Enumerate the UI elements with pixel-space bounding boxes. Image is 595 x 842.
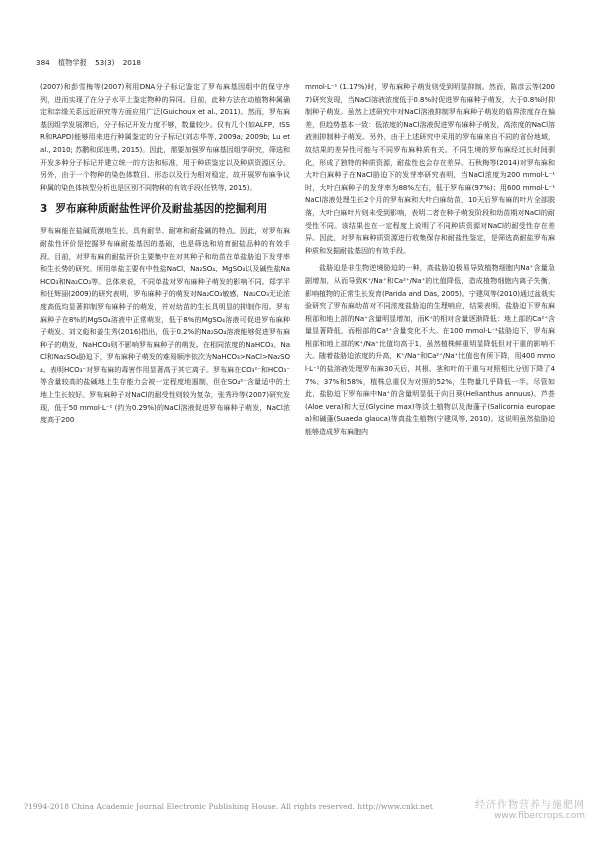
section-title: 罗布麻种质耐盐性评价及耐盐基因的挖掘利用 (55, 203, 268, 216)
watermark (475, 800, 585, 822)
paragraph: 罗布麻能在盐碱荒漠地生长，具有耐旱、耐寒和耐盐碱的特点。因此，对罗布麻耐盐性评价是挖掘罗布麻耐盐基因的基础，也是筛选和培育耐盐品种的有效手段。目前，对罗布麻的耐盐评价主要集中在对其种子和幼苗在单盐胁迫下发芽率和生长势的研究。所用单盐主要有中性盐NaCl、Na₂SO₄、MgSO₄以及碱性盐NaHCO₃和Na₂CO₃等。总体来说，不同单盐对罗布麻种子萌发的影响不同。郑学平和任辉丽(2009)的研究表明，罗布麻种子的萌发对Na₂CO₃敏感，Na₂CO₃无论浓度高低均显著抑制罗布麻种子的萌发，并对幼苗的生长具明显的抑制作用。罗布麻种子在8%的MgSO₄溶液中正常萌发，低于8%的MgSO₄溶液可促进罗布麻种子萌发。刘文彪和姜生秀(2016)指出，低于0.2%的Na₂SO₄溶液能够促进罗布麻种子的萌发，NaHCO₃则不影响罗布麻种子的萌发。在相同浓度的NaHCO₃、NaCl和Na₂SO₄胁迫下，罗布麻种子萌发的难易顺序依次为NaHCO₃>NaCl>Na₂SO₄。表明HCO₃⁻对罗布麻的毒害作用显著高于其它离子。罗布麻在CO₃²⁻和HCO₃⁻等含量较高的盐碱地上生存能力会被一定程度地遏制，但在SO₄²⁻含量适中的土地上生长较好。罗布麻种子对NaCl的耐受性则较为复杂，张秀玲等(2007)研究发现，低于50 mmol·L⁻¹ (约为0.29%)的NaCl溶液促进罗布麻种子萌发，NaCl浓度高于200 (40, 226, 290, 425)
volume-issue: 53(3) (95, 58, 115, 67)
section-number: 3 (40, 203, 48, 216)
paragraph: mmol·L⁻¹ (1.17%)时，罗布麻种子萌发则受到明显抑制。然而，陈彦云等(2007)研究发现，当NaCl溶液浓度低于0.8%时促进罗布麻种子萌发，大于0.8%时抑制种子萌发。虽然上述研究中对NaCl溶液抑制罗布麻种子萌发的临界浓度存在偏差，但趋势基本一致：低浓度的NaCl溶液促进罗布麻种子萌发，高浓度的NaCl溶液则抑制种子萌发。另外，由于上述研究中采用的罗布麻来自不同的省份地域，故结果的差异性可能与不同罗布麻种质有关。不同生境的罗布麻经过长时间驯化，形成了独特的种质资源，耐盐性也会存在差异。石秋梅等(2014)对罗布麻和大叶白麻种子在NaCl胁迫下的发芽率研究表明，当NaCl浓度为200 mmol·L⁻¹时，大叶白麻种子的发芽率为88%左右，低于罗布麻(97%)；用600 mmol·L⁻¹ NaCl溶液处理生长2个月的罗布麻和大叶白麻幼苗，10天后罗布麻的叶片全部脱落，大叶白麻叶片则未受到影响，表明二者在种子萌发阶段和幼苗期对NaCl的耐受性不同。该结果也在一定程度上说明了不同种质资源对NaCl的耐受性存在差异。因此，对罗布麻种质资源进行收集保存和耐盐性鉴定，是筛选高耐盐罗布麻种质和发掘耐盐基因的有效手段。 (305, 82, 555, 255)
paragraph: (2007)和彭雪梅等(2007)利用DNA分子标记鉴定了罗布麻基因组中的保守序列，进而实现了在分子水平上鉴定物种的异同。目前，此种方法在动植物种属确定和亲缘关系远近研究等方面应用广泛(Guichoux et al., 2011)。然而，罗布麻基因组学发展滞后，分子标记开发力度不够，数量较少。仅有几个(如ALFP、ISSR和RAPD)能够用来进行种属鉴定的分子标记(刘志华等, 2009a; 2009b; Lu et al., 2010; 苏鹏和邱连勇, 2015)。因此，需要加强罗布麻基因组学研究，筛选和开发多种分子标记并建立统一的方法和标准，用于种质鉴定以及种质资源区分。另外，由于一个物种的染色体数目、形态以及行为相对稳定，故开展罗布麻争议种属的染色体核型分析也是区别不同物种的有效手段(任铁等, 2015)。 (40, 82, 290, 192)
left-column (40, 81, 290, 427)
paragraph: 盐胁迫是非生物逆境胁迫的一种，高盐胁迫极易导致植物细胞内Na⁺含量急剧增加，从而导致K⁺/Na⁺和Ca²⁺/Na⁺的比值降低，造成植物细胞内离子失衡，影响植物的正常生长发育(Parida and Das, 2005)。宁建凤等(2010)通过盆栽实验研究了罗布麻幼苗对不同浓度盐胁迫的生理响应，结果表明，盐胁迫下罗布麻根部和地上部的Na⁺含量明显增加，而K⁺的相对含量逐渐降低：地上部的Ca²⁺含量显著降低，而根部的Ca²⁺含量变化不大。在100 mmol·L⁻¹盐胁迫下，罗布麻根部和地上部的K⁺/Na⁺比值均高于1，虽然植株鲜重明显降低但对干重的影响不大。随着盐胁迫浓度的升高，K⁺/Na⁺和Ca²⁺/Na⁺比值也有所下降，用400 mmol·L⁻¹的盐溶液处理罗布麻30天后，其根、茎和叶的干重与对照相比分别下降了47%、37%和58%，植株总重仅为对照的52%，生物量几乎降低一半。尽管如此，盐胁迫下罗布麻中Na⁺的含量明显低于向日葵(Helianthus annuus)、芦荟(Aloe vera)和大豆(Glycine max)等淡土植物以及海蓬子(Salicornia europaea)和碱蓬(Suaeda glauca)等真盐生植物(宁建凤等, 2010)。这说明虽然盐胁迫能够造成罗布麻胞内 (305, 263, 555, 437)
page-number: 384 (36, 58, 50, 67)
year: 2018 (122, 58, 141, 67)
right-column (305, 81, 555, 439)
journal-name: 植物学报 (58, 58, 87, 67)
copyright-footer: ?1994-2018 China Academic Journal Electronic Publishing House. All rights reserved. http://www.cnki.net (24, 802, 433, 811)
section-heading (40, 202, 290, 217)
watermark-title: 经济作物营养与施肥网 (475, 800, 585, 811)
watermark-url: www.fibercrops.com (494, 811, 585, 821)
running-header (36, 57, 536, 68)
